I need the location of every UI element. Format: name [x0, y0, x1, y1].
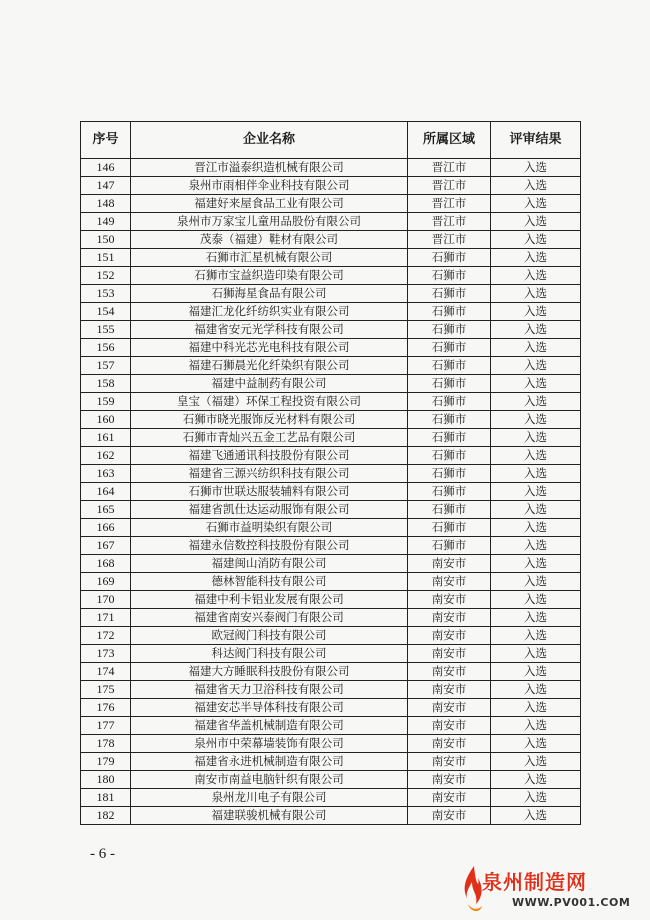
serial-cell: 151 [81, 249, 131, 267]
company-name-cell: 皇宝（福建）环保工程投资有限公司 [131, 393, 408, 411]
table-row [81, 357, 581, 375]
region-cell: 晋江市 [408, 177, 491, 195]
serial-cell: 180 [81, 771, 131, 789]
table-row [81, 753, 581, 771]
company-name-cell: 石狮海星食品有限公司 [131, 285, 408, 303]
region-cell: 石狮市 [408, 303, 491, 321]
serial-cell: 157 [81, 357, 131, 375]
region-cell: 石狮市 [408, 267, 491, 285]
watermark-url: WWW.PV001.COM [512, 896, 631, 909]
serial-cell: 172 [81, 627, 131, 645]
serial-cell: 153 [81, 285, 131, 303]
company-name-cell: 晋江市溢泰织造机械有限公司 [131, 159, 408, 177]
region-cell: 南安市 [408, 699, 491, 717]
serial-cell: 174 [81, 663, 131, 681]
table-row [81, 609, 581, 627]
company-name-cell: 石狮市晓光服饰反光材料有限公司 [131, 411, 408, 429]
region-cell: 石狮市 [408, 393, 491, 411]
company-name-cell: 福建闽山消防有限公司 [131, 555, 408, 573]
serial-cell: 150 [81, 231, 131, 249]
region-cell: 南安市 [408, 555, 491, 573]
result-cell: 入选 [491, 699, 581, 717]
serial-cell: 160 [81, 411, 131, 429]
table-row [81, 717, 581, 735]
company-name-cell: 石狮市汇星机械有限公司 [131, 249, 408, 267]
region-cell: 南安市 [408, 753, 491, 771]
result-cell: 入选 [491, 483, 581, 501]
result-cell: 入选 [491, 357, 581, 375]
company-name-cell: 福建省安元光学科技有限公司 [131, 321, 408, 339]
company-name-cell: 福建省三源兴纺织科技有限公司 [131, 465, 408, 483]
company-name-cell: 欧冠阀门科技有限公司 [131, 627, 408, 645]
company-name-cell: 德林智能科技有限公司 [131, 573, 408, 591]
region-cell: 石狮市 [408, 357, 491, 375]
result-cell: 入选 [491, 195, 581, 213]
company-name-cell: 福建永信数控科技股份有限公司 [131, 537, 408, 555]
company-name-cell: 福建省凯仕达运动服饰有限公司 [131, 501, 408, 519]
serial-cell: 168 [81, 555, 131, 573]
page-number: - 6 - [90, 846, 115, 862]
header-region: 所属区域 [408, 122, 491, 159]
serial-cell: 163 [81, 465, 131, 483]
table-body [81, 159, 581, 825]
header-company-name: 企业名称 [131, 122, 408, 159]
result-cell: 入选 [491, 645, 581, 663]
result-cell: 入选 [491, 501, 581, 519]
company-name-cell: 福建好来屋食品工业有限公司 [131, 195, 408, 213]
region-cell: 石狮市 [408, 465, 491, 483]
company-name-cell: 福建石狮晨光化纤染织有限公司 [131, 357, 408, 375]
region-cell: 石狮市 [408, 537, 491, 555]
watermark-logo [460, 862, 650, 920]
table-row [81, 195, 581, 213]
result-cell: 入选 [491, 555, 581, 573]
table-row [81, 555, 581, 573]
serial-cell: 156 [81, 339, 131, 357]
table-row [81, 591, 581, 609]
company-name-cell: 福建联骏机械有限公司 [131, 807, 408, 825]
region-cell: 石狮市 [408, 519, 491, 537]
serial-cell: 159 [81, 393, 131, 411]
region-cell: 南安市 [408, 681, 491, 699]
serial-cell: 176 [81, 699, 131, 717]
table-row [81, 573, 581, 591]
serial-cell: 167 [81, 537, 131, 555]
table-row [81, 285, 581, 303]
region-cell: 石狮市 [408, 321, 491, 339]
watermark-brand: 泉州制造网 [482, 870, 587, 894]
company-name-cell: 茂泰（福建）鞋材有限公司 [131, 231, 408, 249]
serial-cell: 181 [81, 789, 131, 807]
table-row [81, 213, 581, 231]
serial-cell: 146 [81, 159, 131, 177]
table-row [81, 519, 581, 537]
table-row [81, 321, 581, 339]
result-cell: 入选 [491, 339, 581, 357]
serial-cell: 158 [81, 375, 131, 393]
table-row [81, 159, 581, 177]
company-name-cell: 石狮市益明染织有限公司 [131, 519, 408, 537]
company-name-cell: 福建中利卡铝业发展有限公司 [131, 591, 408, 609]
result-cell: 入选 [491, 681, 581, 699]
result-cell: 入选 [491, 249, 581, 267]
company-name-cell: 石狮市青灿兴五金工艺品有限公司 [131, 429, 408, 447]
region-cell: 南安市 [408, 717, 491, 735]
region-cell: 石狮市 [408, 429, 491, 447]
region-cell: 晋江市 [408, 213, 491, 231]
serial-cell: 179 [81, 753, 131, 771]
company-name-cell: 石狮市宝益织造印染有限公司 [131, 267, 408, 285]
company-name-cell: 泉州市万家宝儿童用品股份有限公司 [131, 213, 408, 231]
serial-cell: 169 [81, 573, 131, 591]
serial-cell: 162 [81, 447, 131, 465]
result-cell: 入选 [491, 375, 581, 393]
serial-cell: 165 [81, 501, 131, 519]
region-cell: 南安市 [408, 627, 491, 645]
result-cell: 入选 [491, 663, 581, 681]
region-cell: 南安市 [408, 735, 491, 753]
serial-cell: 161 [81, 429, 131, 447]
table-row [81, 789, 581, 807]
serial-cell: 182 [81, 807, 131, 825]
table-header-row [81, 122, 581, 159]
result-cell: 入选 [491, 807, 581, 825]
serial-cell: 154 [81, 303, 131, 321]
region-cell: 南安市 [408, 609, 491, 627]
table-row [81, 663, 581, 681]
table-row [81, 465, 581, 483]
company-name-cell: 科达阀门科技有限公司 [131, 645, 408, 663]
serial-cell: 155 [81, 321, 131, 339]
table-row [81, 645, 581, 663]
company-name-cell: 福建安芯半导体科技有限公司 [131, 699, 408, 717]
company-name-cell: 福建省南安兴泰阀门有限公司 [131, 609, 408, 627]
table-row [81, 429, 581, 447]
result-cell: 入选 [491, 231, 581, 249]
table-row [81, 447, 581, 465]
table-row [81, 735, 581, 753]
company-name-cell: 泉州市雨相伴伞业科技有限公司 [131, 177, 408, 195]
result-cell: 入选 [491, 537, 581, 555]
region-cell: 晋江市 [408, 231, 491, 249]
company-name-cell: 泉州市中荣幕墙装饰有限公司 [131, 735, 408, 753]
table-row [81, 339, 581, 357]
result-cell: 入选 [491, 573, 581, 591]
serial-cell: 164 [81, 483, 131, 501]
enterprise-list-table [80, 121, 581, 825]
result-cell: 入选 [491, 213, 581, 231]
company-name-cell: 福建大方睡眠科技股份有限公司 [131, 663, 408, 681]
result-cell: 入选 [491, 411, 581, 429]
result-cell: 入选 [491, 303, 581, 321]
table-row [81, 681, 581, 699]
table-row [81, 699, 581, 717]
region-cell: 石狮市 [408, 483, 491, 501]
result-cell: 入选 [491, 717, 581, 735]
region-cell: 石狮市 [408, 249, 491, 267]
result-cell: 入选 [491, 321, 581, 339]
region-cell: 晋江市 [408, 195, 491, 213]
table-row [81, 807, 581, 825]
region-cell: 石狮市 [408, 375, 491, 393]
company-name-cell: 福建省永进机械制造有限公司 [131, 753, 408, 771]
region-cell: 南安市 [408, 771, 491, 789]
serial-cell: 148 [81, 195, 131, 213]
table-row [81, 627, 581, 645]
result-cell: 入选 [491, 159, 581, 177]
company-name-cell: 福建省华盖机械制造有限公司 [131, 717, 408, 735]
company-name-cell: 福建中科光芯光电科技有限公司 [131, 339, 408, 357]
result-cell: 入选 [491, 519, 581, 537]
table-row [81, 537, 581, 555]
serial-cell: 149 [81, 213, 131, 231]
table-row [81, 501, 581, 519]
table-row [81, 303, 581, 321]
region-cell: 南安市 [408, 789, 491, 807]
result-cell: 入选 [491, 177, 581, 195]
company-name-cell: 南安市南益电脑针织有限公司 [131, 771, 408, 789]
region-cell: 南安市 [408, 645, 491, 663]
serial-cell: 171 [81, 609, 131, 627]
company-name-cell: 泉州龙川电子有限公司 [131, 789, 408, 807]
result-cell: 入选 [491, 393, 581, 411]
region-cell: 南安市 [408, 591, 491, 609]
result-cell: 入选 [491, 735, 581, 753]
table-row [81, 411, 581, 429]
company-name-cell: 福建中益制药有限公司 [131, 375, 408, 393]
region-cell: 晋江市 [408, 159, 491, 177]
region-cell: 南安市 [408, 663, 491, 681]
region-cell: 石狮市 [408, 501, 491, 519]
table-row [81, 177, 581, 195]
result-cell: 入选 [491, 267, 581, 285]
serial-cell: 178 [81, 735, 131, 753]
region-cell: 石狮市 [408, 339, 491, 357]
header-result: 评审结果 [491, 122, 581, 159]
table-row [81, 771, 581, 789]
result-cell: 入选 [491, 609, 581, 627]
company-name-cell: 福建飞通通讯科技股份有限公司 [131, 447, 408, 465]
serial-cell: 152 [81, 267, 131, 285]
region-cell: 石狮市 [408, 411, 491, 429]
serial-cell: 173 [81, 645, 131, 663]
serial-cell: 175 [81, 681, 131, 699]
table-row [81, 375, 581, 393]
serial-cell: 166 [81, 519, 131, 537]
region-cell: 石狮市 [408, 447, 491, 465]
header-serial: 序号 [81, 122, 131, 159]
table-row [81, 231, 581, 249]
result-cell: 入选 [491, 447, 581, 465]
company-name-cell: 福建省天力卫浴科技有限公司 [131, 681, 408, 699]
serial-cell: 170 [81, 591, 131, 609]
result-cell: 入选 [491, 465, 581, 483]
result-cell: 入选 [491, 285, 581, 303]
result-cell: 入选 [491, 789, 581, 807]
region-cell: 南安市 [408, 573, 491, 591]
table-row [81, 267, 581, 285]
serial-cell: 147 [81, 177, 131, 195]
result-cell: 入选 [491, 753, 581, 771]
region-cell: 南安市 [408, 807, 491, 825]
result-cell: 入选 [491, 627, 581, 645]
company-name-cell: 福建汇龙化纤纺织实业有限公司 [131, 303, 408, 321]
table-row [81, 393, 581, 411]
table-row [81, 483, 581, 501]
serial-cell: 177 [81, 717, 131, 735]
company-name-cell: 石狮市世联达服装辅料有限公司 [131, 483, 408, 501]
result-cell: 入选 [491, 591, 581, 609]
table-row [81, 249, 581, 267]
result-cell: 入选 [491, 771, 581, 789]
result-cell: 入选 [491, 429, 581, 447]
region-cell: 石狮市 [408, 285, 491, 303]
